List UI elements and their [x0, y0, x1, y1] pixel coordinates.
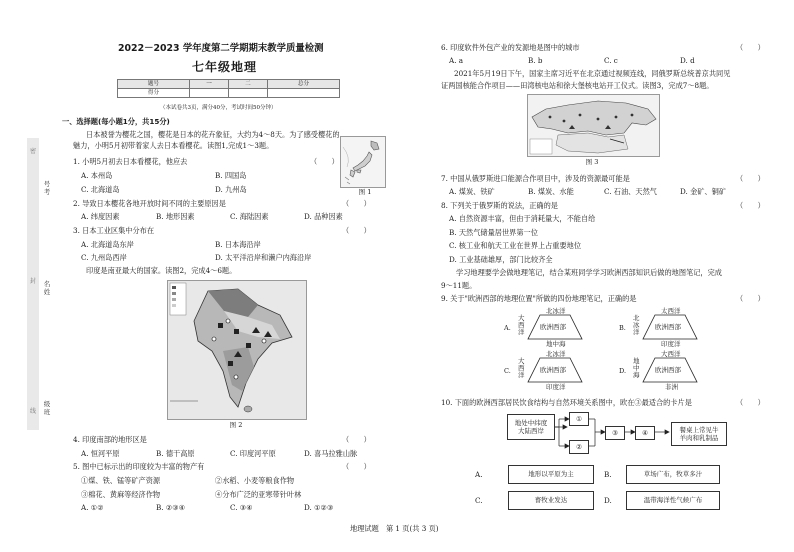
label-banji: 级 班: [43, 400, 51, 417]
diagram-top: 太西洋: [661, 307, 681, 315]
question-1-stem: 1. 小明5月初去日本看樱花，他应去: [73, 157, 188, 166]
diagram-left: 北冰洋: [633, 314, 640, 337]
option-d[interactable]: D. 太平洋沿岸和濑户内海沿岸: [215, 253, 312, 262]
statement-item: ②水稻、小麦等粮食作物: [215, 476, 295, 485]
diagram-center: 欧洲西部: [655, 366, 681, 374]
flow-start-box: 地处中纬度 大陆西岸: [507, 414, 555, 440]
figure-india-map: [167, 280, 307, 420]
diagram-bottom: 非洲: [665, 383, 678, 391]
option-card-d[interactable]: 温带海洋性气候广布: [626, 491, 720, 510]
option-c[interactable]: C. 海陆因素: [230, 212, 269, 221]
option-d[interactable]: D. 工业基础雄厚，部门比较齐全: [449, 255, 553, 264]
flow-node-4: ④: [635, 426, 655, 440]
figure-caption: 图 1: [358, 188, 372, 196]
option-b[interactable]: B. b: [528, 56, 543, 65]
option-b[interactable]: B. 日本海沿岸: [215, 240, 261, 249]
answer-blank[interactable]: （ ）: [736, 201, 765, 210]
diagram-bottom: 地中海: [546, 340, 566, 348]
figure-caption: 图 3: [585, 158, 599, 166]
seal-mark: 封: [29, 278, 36, 285]
option-b[interactable]: B. 煤炭、水能: [528, 187, 574, 196]
answer-blank[interactable]: （ ）: [342, 199, 371, 208]
option-d[interactable]: D. 金矿、铜矿: [680, 187, 727, 196]
diagram-bottom: 印度洋: [661, 340, 681, 348]
flow-end-box: 餐桌上常见牛 羊肉和乳制品: [671, 422, 727, 446]
flow-node-1: ①: [569, 412, 589, 426]
passage-text: 魅力，小明5月初带着家人去日本看樱花。读图1,完成1～3题。: [73, 141, 274, 150]
figure-caption: 图 2: [229, 421, 243, 429]
option-d[interactable]: D. 九州岛: [215, 185, 247, 194]
option-letter: C.: [475, 496, 483, 505]
page-footer: 地理试题 第 1 页(共 3 页): [350, 524, 439, 533]
answer-blank[interactable]: （ ）: [736, 174, 765, 183]
option-c[interactable]: C. 印度河平原: [230, 449, 276, 458]
option-letter: D.: [604, 496, 612, 505]
option-a[interactable]: A. 纬度因素: [81, 212, 120, 221]
option-letter: A.: [475, 470, 483, 479]
diagram-left: 大西洋: [518, 357, 525, 380]
option-b[interactable]: B. 天然气储量居世界第一位: [449, 228, 538, 237]
exam-title: 2022－2023 学年度第二学期期末教学质量检测: [118, 43, 324, 54]
seal-mark: 线: [29, 408, 36, 415]
diagram-option-b[interactable]: [619, 307, 715, 349]
option-b[interactable]: B. 四国岛: [215, 171, 247, 180]
answer-blank[interactable]: （ ）: [736, 43, 765, 52]
option-card-a[interactable]: 地形以平原为主: [508, 465, 594, 484]
binding-strip: [27, 138, 39, 430]
passage-text: 9～11题。: [441, 281, 477, 290]
diagram-top: 北冰洋: [546, 350, 566, 358]
option-c[interactable]: C. c: [604, 56, 618, 65]
label-xingming: 名 姓: [43, 280, 51, 297]
question-9-stem: 9. 关于"欧洲西部的地理位置"所做的四份地理笔记，正确的是: [441, 294, 637, 303]
score-table: 题号 一 二 总分 得分: [117, 79, 340, 98]
label-kaohao: 号 考: [43, 180, 51, 197]
diagram-letter: A.: [504, 324, 511, 332]
statement-item: ①煤、铁、锰等矿产资源: [81, 476, 161, 485]
section-title: 一、选择题(每小题1分，共15分): [62, 117, 170, 126]
diagram-left: 大西洋: [518, 314, 525, 337]
question-10-stem: 10. 下面的欧洲西部居民饮食结构与自然环境关系图中，欧在③最适合的卡片是: [441, 398, 692, 407]
passage-text: 证两国核能合作项目——田湾核电站和徐大堡核电站开工仪式。读图3，完成7～8题。: [441, 81, 714, 90]
passage-text: 学习地理要学会做地理笔记，结合某班同学学习欧洲西部知识后做的地图笔记，完成: [456, 268, 722, 277]
option-a[interactable]: A. 恒河平原: [81, 449, 120, 458]
option-c[interactable]: C. 九州岛西岸: [81, 253, 127, 262]
figure-japan-map: [340, 136, 386, 188]
passage-text: 日本被誉为樱花之国，樱花是日本的花卉象征，大约为4～8天。为了感受樱花的: [86, 130, 340, 139]
flow-node-3[interactable]: ③: [605, 426, 625, 440]
statement-item: ③棉花、黄麻等经济作物: [81, 490, 161, 499]
statement-item: ④分布广泛的亚寒带针叶林: [215, 490, 302, 499]
option-a[interactable]: A. ①②: [81, 503, 104, 512]
option-d[interactable]: D. d: [680, 56, 695, 65]
exam-note: （本试卷共3页，满分40分，考试时间50分钟）: [160, 105, 277, 111]
option-c[interactable]: C. 石油、天然气: [604, 187, 657, 196]
option-a[interactable]: A. 本州岛: [81, 171, 113, 180]
option-b[interactable]: B. 地形因素: [156, 212, 195, 221]
question-2-stem: 2. 导致日本樱花各地开放时间不同的主要原因是: [73, 199, 226, 208]
flow-diagram: [507, 410, 737, 462]
diagram-letter: B.: [619, 324, 626, 332]
option-c[interactable]: C. 北海道岛: [81, 185, 120, 194]
option-d[interactable]: D. ①②③: [304, 503, 334, 512]
answer-blank[interactable]: （ ）: [342, 462, 371, 471]
diagram-top: 北冰洋: [546, 307, 566, 315]
option-b[interactable]: B. 德干高原: [156, 449, 195, 458]
option-d[interactable]: D. 喜马拉雅山脉: [304, 449, 358, 458]
option-a[interactable]: A. 自然资源丰富，但由于消耗量大，不能自给: [449, 214, 596, 223]
answer-blank[interactable]: （ ）: [342, 435, 371, 444]
option-c[interactable]: C. ③④: [230, 503, 253, 512]
answer-blank[interactable]: （ ）: [342, 226, 371, 235]
figure-russia-map: [527, 94, 660, 157]
question-3-stem: 3. 日本工业区集中分布在: [73, 226, 155, 235]
passage-text: 2021年5月19日下午，国家主席习近平在北京通过视频连线，同俄罗斯总统普京共同见: [454, 69, 731, 78]
question-8-stem: 8. 下列关于俄罗斯的说法，正确的是: [441, 201, 558, 210]
option-a[interactable]: A. 煤炭、铁矿: [449, 187, 495, 196]
passage-text: 印度是南亚最大的国家。读图2，完成4～6题。: [86, 266, 237, 275]
seal-mark: 密: [29, 148, 36, 155]
diagram-option-d[interactable]: [619, 350, 715, 392]
question-7-stem: 7. 中国从俄罗斯进口能源合作项目中，涉及的资源最可能是: [441, 174, 630, 183]
option-card-b[interactable]: 草场广布，牧草多汁: [626, 465, 720, 484]
answer-blank[interactable]: （ ）: [736, 398, 765, 407]
diagram-option-a[interactable]: [504, 307, 600, 349]
question-4-stem: 4. 印度南部的地形区是: [73, 435, 147, 444]
answer-blank[interactable]: （ ）: [736, 294, 765, 303]
diagram-center: 欧洲西部: [655, 323, 681, 331]
option-a[interactable]: A. a: [449, 56, 464, 65]
option-d[interactable]: D. 品种因素: [304, 212, 343, 221]
question-6-stem: 6. 印度软件外包产业的发源地是图中的城市: [441, 43, 580, 52]
option-c[interactable]: C. 核工业和航天工业在世界上占重要地位: [449, 241, 582, 250]
option-card-c[interactable]: 畜牧业发达: [508, 491, 594, 510]
diagram-left: 地中海: [633, 357, 640, 380]
option-letter: B.: [604, 470, 612, 479]
diagram-center: 欧洲西部: [540, 366, 566, 374]
question-5-stem: 5. 图中已标示出的印度较为丰富的物产有: [73, 462, 205, 471]
subject-title: 七年级地理: [192, 60, 258, 74]
option-b[interactable]: B. ②③④: [156, 503, 186, 512]
diagram-option-c[interactable]: [504, 350, 600, 392]
answer-blank[interactable]: （ ）: [310, 157, 339, 166]
option-a[interactable]: A. 北海道岛东岸: [81, 240, 134, 249]
diagram-letter: C.: [504, 367, 511, 375]
diagram-letter: D.: [619, 367, 627, 375]
diagram-top: 大西洋: [661, 350, 681, 358]
diagram-bottom: 印度洋: [546, 383, 566, 391]
diagram-center: 欧洲西部: [540, 323, 566, 331]
flow-node-2: ②: [569, 440, 589, 454]
